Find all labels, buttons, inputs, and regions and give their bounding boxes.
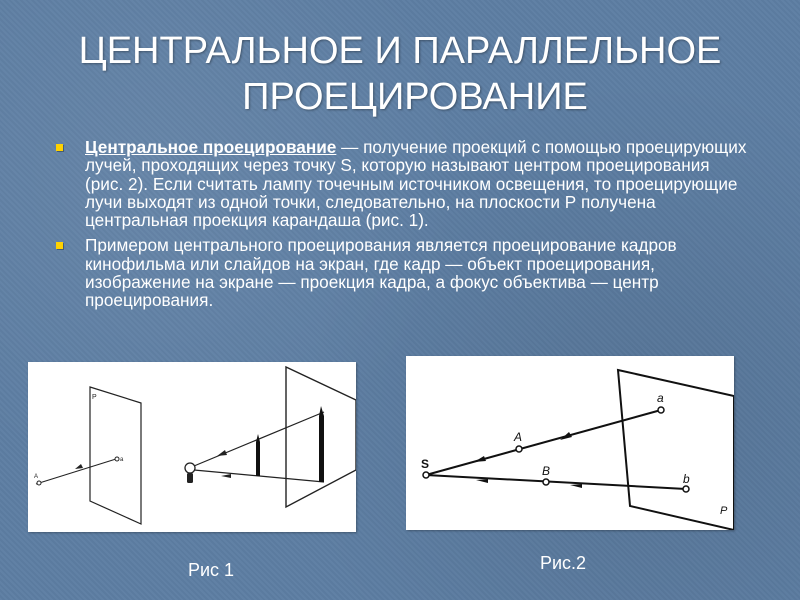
pencil-projection-tip <box>319 406 324 416</box>
slide-title-line-1: ЦЕНТРАЛЬНОЕ И ПАРАЛЛЕЛЬНОЕ <box>78 30 722 72</box>
square-bullet-icon <box>56 144 63 151</box>
point-b <box>543 479 549 485</box>
bullet-list <box>52 138 752 317</box>
point-s-label: S <box>421 457 430 471</box>
point-a-label: A <box>34 474 39 480</box>
point-b-projection-label: b <box>683 472 690 486</box>
ray-s-b-arrowhead-2 <box>570 484 582 488</box>
point-b-projection <box>683 486 689 492</box>
figure-1-caption: Рис 1 <box>188 560 235 580</box>
bullet-text: Примером центрального проецирования является проецирование кадров кинофильма или слайдов на экран, где кадр — объект проецирования, изображение на экране — проекция кадра, а фокус объектива — центр проецирования. <box>85 235 677 311</box>
ray-s-b <box>426 475 686 489</box>
figure-2-caption: Рис.2 <box>540 553 587 573</box>
ray-left <box>36 459 116 484</box>
figure-2-central-projection <box>406 356 734 530</box>
lamp-bulb-icon <box>185 463 195 473</box>
square-bullet-icon <box>56 242 63 249</box>
plane-p-outline <box>618 370 734 530</box>
plane-outline-left <box>90 387 141 524</box>
plane-label-left: P <box>92 394 97 401</box>
point-a <box>516 446 522 452</box>
point-a-projection <box>115 457 119 461</box>
bullet-term: Центральное проецирование <box>85 137 337 157</box>
ray-s-a-arrowhead-2 <box>560 432 572 440</box>
plane-p-label: P <box>720 505 728 517</box>
pencil-tip <box>256 434 260 442</box>
ray-arrowhead <box>75 464 83 469</box>
point-s <box>423 472 429 478</box>
figure-2-drawing <box>406 356 734 530</box>
pencil <box>256 442 260 476</box>
point-a <box>37 481 41 485</box>
bullet-item-film-example <box>52 236 752 309</box>
figure-1-drawing <box>28 362 356 532</box>
point-a-label: A <box>514 430 523 444</box>
figure-1-lamp-pencil <box>28 362 356 532</box>
bullet-text: — получение проекций с помощью проецирующих лучей, проходящих через точку S, которую называют центром проецирования (рис. 2). Если считать лампу точечным источником освещения, то проецирующие лучи выходят из одной точки, следовательно, на плоскости Р получена центральная проекция карандаша (рис. 1). <box>85 137 747 231</box>
slide-title-line-2: ПРОЕЦИРОВАНИЕ <box>242 76 588 118</box>
ray-top-arrowhead <box>217 450 227 456</box>
ray-bottom-arrowhead <box>221 474 231 478</box>
bullet-item-central-projection <box>52 138 752 229</box>
lamp-base-icon <box>187 473 193 483</box>
point-b-label: B <box>542 464 551 478</box>
point-a-projection-label: a <box>120 457 124 463</box>
slide-title <box>0 28 800 120</box>
ray-s-a-arrowhead-1 <box>474 456 486 462</box>
ray-s-b-arrowhead-1 <box>476 479 488 483</box>
pencil-projection <box>319 416 324 482</box>
point-a-projection <box>658 407 664 413</box>
point-a-projection-label: a <box>657 391 664 405</box>
